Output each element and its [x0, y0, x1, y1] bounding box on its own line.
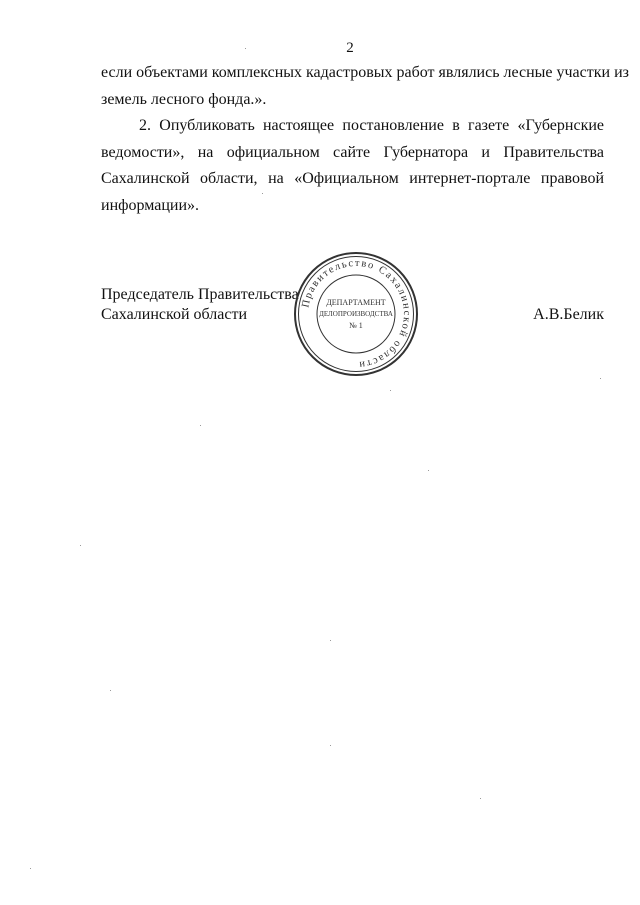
signature-position [101, 285, 299, 325]
text-line: информации». [101, 196, 200, 214]
text-line [101, 113, 604, 140]
paragraph-2 [101, 113, 604, 219]
paragraph-continuation [101, 60, 629, 113]
text-line: ведомости», на официальном сайте Губернатора и Правительства [101, 143, 604, 161]
paragraph-number: 2. [139, 117, 151, 134]
paragraph-first-line: Опубликовать настоящее постановление в газете «Губернские [159, 117, 605, 134]
seal-inner-line: № 1 [349, 321, 363, 330]
seal-outer-text: Правительство Сахалинской области [300, 257, 413, 371]
seal-graphic [292, 250, 420, 378]
page-number: 2 [346, 40, 354, 56]
official-seal [292, 250, 420, 378]
signature-name: А.В.Белик [533, 306, 604, 323]
seal-inner-line: ДЕЛОПРОИЗВОДСТВА [319, 310, 393, 318]
text-line: Сахалинской области, на «Официальном интернет-портале правовой [101, 170, 604, 187]
signature-position-line: Председатель Правительства [101, 286, 299, 303]
signature-position-line: Сахалинской области [101, 306, 248, 323]
text-line: если объектами комплексных кадастровых работ являлись лесные участки из [101, 64, 629, 81]
seal-inner-line: ДЕПАРТАМЕНТ [326, 298, 386, 307]
text-line: земель лесного фонда.». [101, 90, 267, 108]
